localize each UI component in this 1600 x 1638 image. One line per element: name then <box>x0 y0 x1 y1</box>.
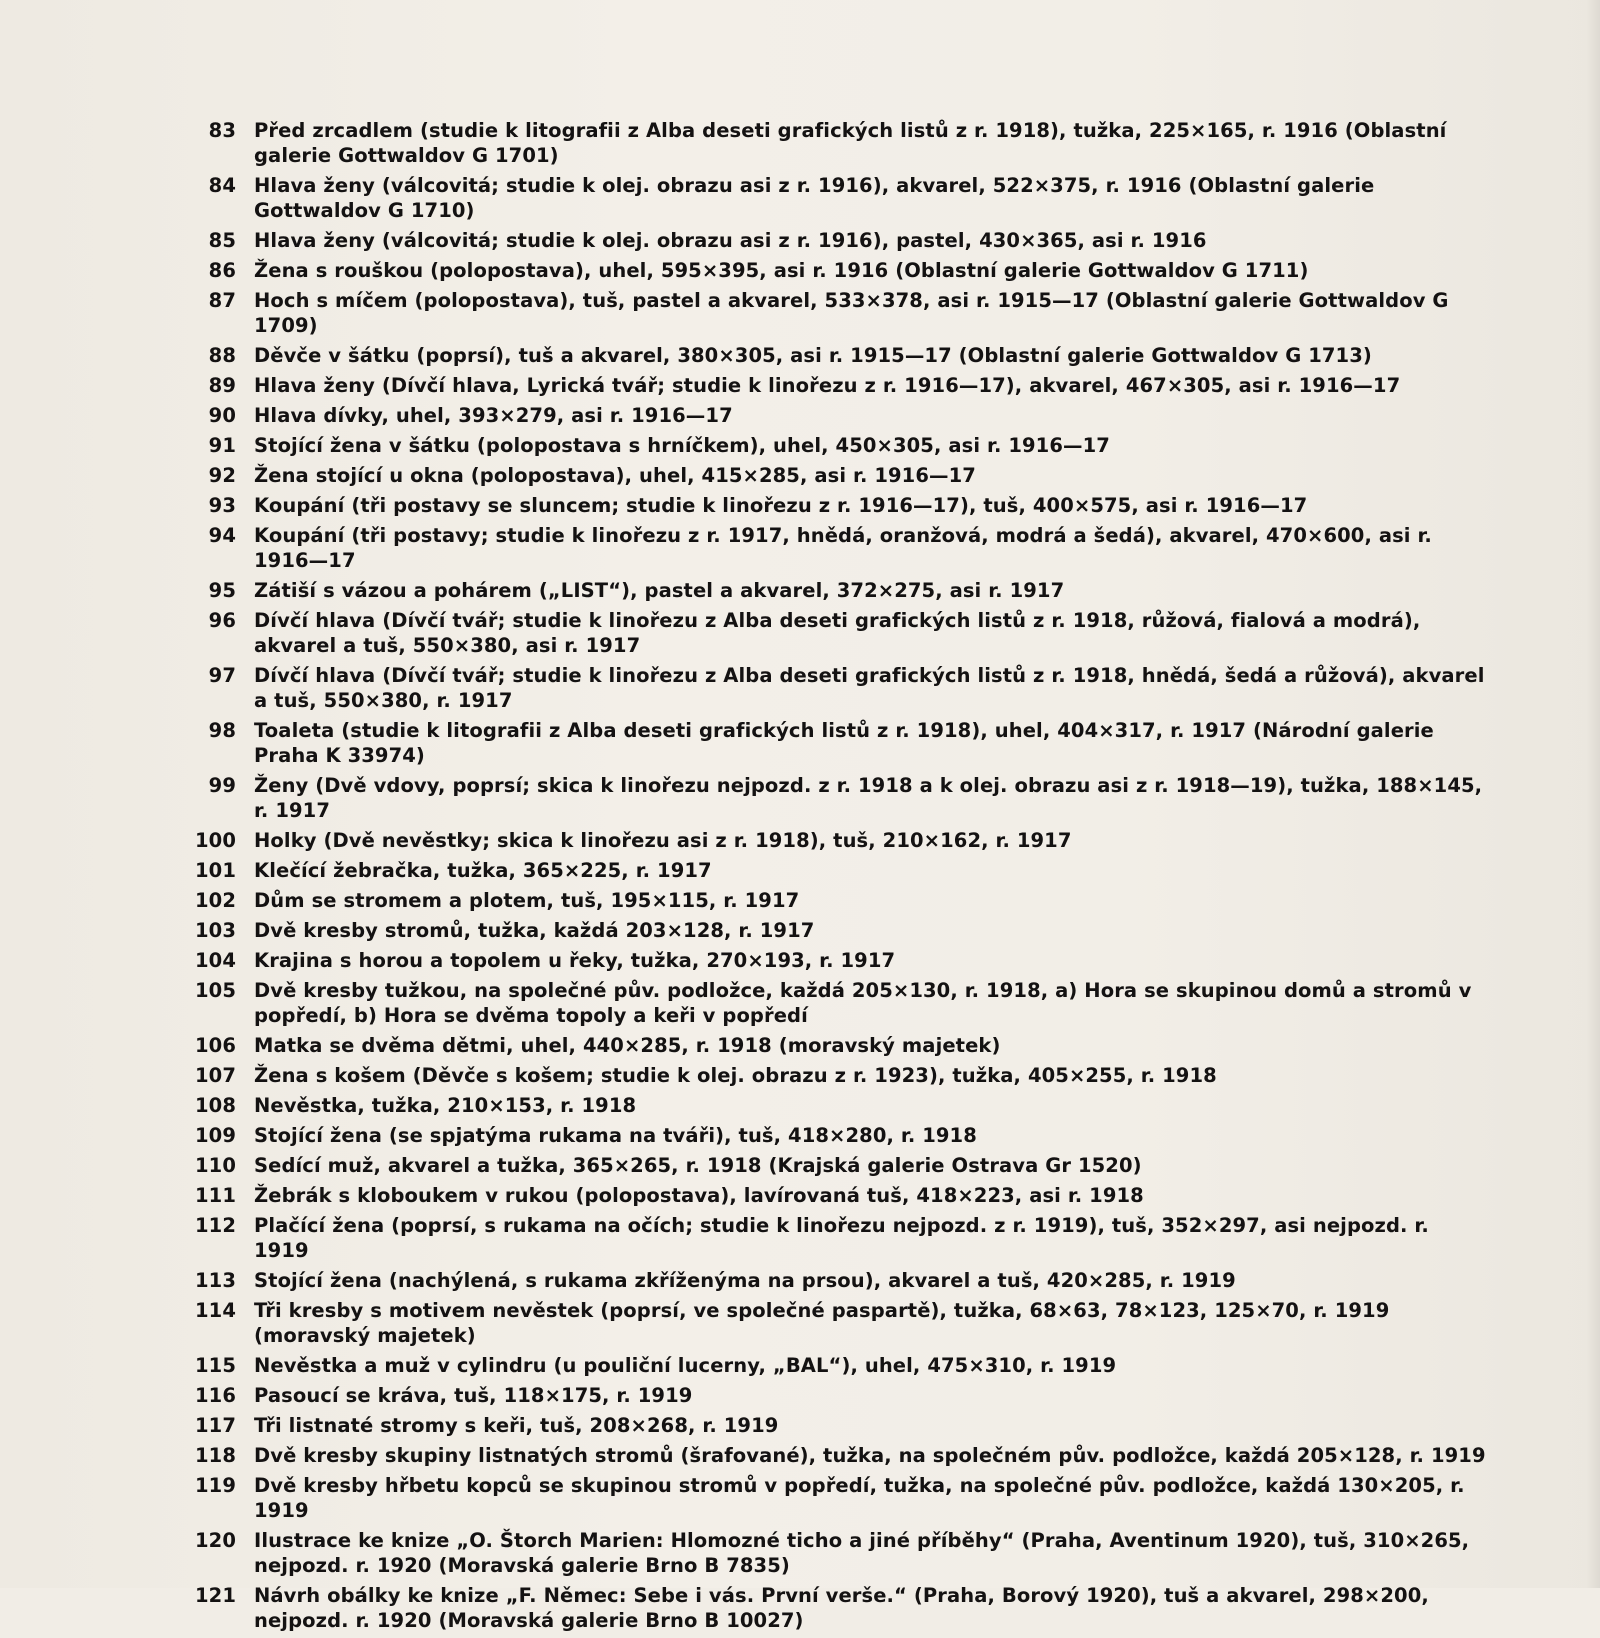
entry-number: 88 <box>208 344 236 367</box>
entry-text: Dům se stromem a plotem, tuš, 195×115, r. 1917 <box>254 889 800 912</box>
entry-number: 108 <box>194 1094 236 1117</box>
entry-number: 91 <box>208 434 236 457</box>
catalog-entry <box>190 978 1490 1028</box>
entry-number: 102 <box>194 889 236 912</box>
catalog-entry <box>190 1183 1490 1208</box>
entry-number: 114 <box>194 1299 236 1322</box>
entry-text: Plačící žena (poprsí, s rukama na očích; studie k linořezu nejpozd. z r. 1919), tuš, 352×297, asi nejpozd. r. 1919 <box>254 1214 1429 1262</box>
entry-text: Klečící žebračka, tužka, 365×225, r. 1917 <box>254 859 712 882</box>
catalog-entry <box>190 1528 1490 1578</box>
catalog-entry <box>190 1123 1490 1148</box>
entry-text: Hlava ženy (Dívčí hlava, Lyrická tvář; studie k linořezu z r. 1916—17), akvarel, 467×305, asi r. 1916—17 <box>254 374 1401 397</box>
entry-number: 87 <box>208 289 236 312</box>
entry-number: 100 <box>194 829 236 852</box>
entry-text: Toaleta (studie k litografii z Alba deseti grafických listů z r. 1918), uhel, 404×317, r. 1917 (Národní galerie Praha K 33974) <box>254 719 1434 767</box>
entry-number: 121 <box>194 1584 236 1607</box>
entry-number: 99 <box>208 774 236 797</box>
entry-text: Tři kresby s motivem nevěstek (poprsí, ve společné paspartě), tužka, 68×63, 78×123, 125×70, r. 1919 (moravský majetek) <box>254 1299 1390 1347</box>
entry-text: Koupání (tři postavy se sluncem; studie k linořezu z r. 1916—17), tuš, 400×575, asi r. 1916—17 <box>254 494 1308 517</box>
catalog-entry <box>190 1298 1490 1348</box>
entry-number: 103 <box>194 919 236 942</box>
entry-text: Žena s košem (Děvče s košem; studie k olej. obrazu z r. 1923), tužka, 405×255, r. 1918 <box>254 1064 1217 1087</box>
catalog-entry <box>190 608 1490 658</box>
catalog-entry <box>190 918 1490 943</box>
entry-number: 86 <box>208 259 236 282</box>
entry-text: Žena stojící u okna (polopostava), uhel, 415×285, asi r. 1916—17 <box>254 464 976 487</box>
entry-text: Dvě kresby stromů, tužka, každá 203×128, r. 1917 <box>254 919 815 942</box>
entry-number: 119 <box>194 1474 236 1497</box>
entry-number: 104 <box>194 949 236 972</box>
entry-text: Dvě kresby tužkou, na společné pův. podložce, každá 205×130, r. 1918, a) Hora se skupinou domů a stromů v popředí, b) Hora se dvěma topoly a keři v popředí <box>254 979 1472 1027</box>
catalog-entry <box>190 858 1490 883</box>
catalog-entry <box>190 1213 1490 1263</box>
entry-number: 105 <box>194 979 236 1002</box>
entry-text: Ženy (Dvě vdovy, poprsí; skica k linořezu nejpozd. z r. 1918 a k olej. obrazu asi z r. 1918—19), tužka, 188×145, r. 1917 <box>254 774 1483 822</box>
entry-number: 113 <box>194 1269 236 1292</box>
page-edge-shadow <box>1586 0 1600 1588</box>
catalog-entry <box>190 433 1490 458</box>
entry-text: Tři listnaté stromy s keři, tuš, 208×268, r. 1919 <box>254 1414 779 1437</box>
catalog-entry <box>190 173 1490 223</box>
catalog-entry <box>190 1353 1490 1378</box>
catalog-entry <box>190 1413 1490 1438</box>
catalog-entry <box>190 403 1490 428</box>
entry-number: 120 <box>194 1529 236 1552</box>
catalog-entry <box>190 1473 1490 1523</box>
catalog-entry <box>190 948 1490 973</box>
entry-text: Nevěstka, tužka, 210×153, r. 1918 <box>254 1094 637 1117</box>
catalog-entry <box>190 373 1490 398</box>
entry-text: Krajina s horou a topolem u řeky, tužka, 270×193, r. 1917 <box>254 949 896 972</box>
entry-text: Žena s rouškou (polopostava), uhel, 595×395, asi r. 1916 (Oblastní galerie Gottwaldov G 1711) <box>254 259 1309 282</box>
catalog-entry <box>190 1033 1490 1058</box>
entry-text: Dívčí hlava (Dívčí tvář; studie k linořezu z Alba deseti grafických listů z r. 1918, hnědá, šedá a růžová), akvarel a tuš, 550×380, r. 1917 <box>254 664 1485 712</box>
entry-number: 92 <box>208 464 236 487</box>
entry-text: Děvče v šátku (poprsí), tuš a akvarel, 380×305, asi r. 1915—17 (Oblastní galerie Gottwaldov G 1713) <box>254 344 1372 367</box>
entry-text: Hlava dívky, uhel, 393×279, asi r. 1916—17 <box>254 404 733 427</box>
catalog-entry <box>190 523 1490 573</box>
catalog-entry <box>190 228 1490 253</box>
catalog-entry <box>190 288 1490 338</box>
entry-number: 93 <box>208 494 236 517</box>
entry-text: Holky (Dvě nevěstky; skica k linořezu asi z r. 1918), tuš, 210×162, r. 1917 <box>254 829 1072 852</box>
entry-number: 95 <box>208 579 236 602</box>
entry-number: 107 <box>194 1064 236 1087</box>
catalog-list <box>190 118 1490 1638</box>
entry-number: 106 <box>194 1034 236 1057</box>
entry-text: Dívčí hlava (Dívčí tvář; studie k linořezu z Alba deseti grafických listů z r. 1918, růžová, fialová a modrá), akvarel a tuš, 550×380, asi r. 1917 <box>254 609 1421 657</box>
catalog-entry <box>190 463 1490 488</box>
entry-text: Stojící žena (nachýlená, s rukama zkříženýma na prsou), akvarel a tuš, 420×285, r. 1919 <box>254 1269 1236 1292</box>
entry-text: Zátiší s vázou a pohárem („LIST“), pastel a akvarel, 372×275, asi r. 1917 <box>254 579 1065 602</box>
catalog-entry <box>190 493 1490 518</box>
entry-number: 109 <box>194 1124 236 1147</box>
catalog-entry <box>190 1583 1490 1633</box>
entry-text: Matka se dvěma dětmi, uhel, 440×285, r. 1918 (moravský majetek) <box>254 1034 1001 1057</box>
entry-text: Hoch s míčem (polopostava), tuš, pastel a akvarel, 533×378, asi r. 1915—17 (Oblastní galerie Gottwaldov G 1709) <box>254 289 1449 337</box>
catalog-entry <box>190 718 1490 768</box>
entry-text: Dvě kresby skupiny listnatých stromů (šrafované), tužka, na společném pův. podložce, každá 205×128, r. 1919 <box>254 1444 1486 1467</box>
entry-number: 83 <box>208 119 236 142</box>
catalog-entry <box>190 888 1490 913</box>
entry-text: Žebrák s kloboukem v rukou (polopostava), lavírovaná tuš, 418×223, asi r. 1918 <box>254 1184 1144 1207</box>
entry-text: Ilustrace ke knize „O. Štorch Marien: Hlomozné ticho a jiné příběhy“ (Praha, Aventinum 1920), tuš, 310×265, nejpozd. r. 1920 (Moravská galerie Brno B 7835) <box>254 1529 1470 1577</box>
entry-text: Nevěstka a muž v cylindru (u pouliční lucerny, „BAL“), uhel, 475×310, r. 1919 <box>254 1354 1117 1377</box>
catalog-entry <box>190 1383 1490 1408</box>
catalog-entry <box>190 1443 1490 1468</box>
entry-text: Stojící žena (se spjatýma rukama na tváři), tuš, 418×280, r. 1918 <box>254 1124 977 1147</box>
entry-text: Sedící muž, akvarel a tužka, 365×265, r. 1918 (Krajská galerie Ostrava Gr 1520) <box>254 1154 1142 1177</box>
entry-text: Návrh obálky ke knize „F. Němec: Sebe i vás. První verše.“ (Praha, Borový 1920), tuš a akvarel, 298×200, nejpozd. r. 1920 (Moravská galerie Brno B 10027) <box>254 1584 1429 1632</box>
entry-number: 85 <box>208 229 236 252</box>
entry-number: 94 <box>208 524 236 547</box>
catalog-entry <box>190 773 1490 823</box>
entry-number: 112 <box>194 1214 236 1237</box>
entry-number: 116 <box>194 1384 236 1407</box>
catalog-entry <box>190 258 1490 283</box>
entry-text: Stojící žena v šátku (polopostava s hrníčkem), uhel, 450×305, asi r. 1916—17 <box>254 434 1110 457</box>
catalog-entry <box>190 828 1490 853</box>
catalog-entry <box>190 343 1490 368</box>
catalog-entry <box>190 1093 1490 1118</box>
catalog-entry <box>190 1153 1490 1178</box>
entry-text: Hlava ženy (válcovitá; studie k olej. obrazu asi z r. 1916), akvarel, 522×375, r. 1916 (Oblastní galerie Gottwaldov G 1710) <box>254 174 1375 222</box>
entry-number: 101 <box>194 859 236 882</box>
catalog-entry <box>190 578 1490 603</box>
catalog-entry <box>190 1063 1490 1088</box>
entry-number: 98 <box>208 719 236 742</box>
entry-number: 97 <box>208 664 236 687</box>
entry-number: 89 <box>208 374 236 397</box>
entry-text: Pasoucí se kráva, tuš, 118×175, r. 1919 <box>254 1384 693 1407</box>
entry-text: Dvě kresby hřbetu kopců se skupinou stromů v popředí, tužka, na společné pův. podložce, každá 130×205, r. 1919 <box>254 1474 1465 1522</box>
entry-number: 84 <box>208 174 236 197</box>
catalog-entry <box>190 663 1490 713</box>
entry-number: 110 <box>194 1154 236 1177</box>
catalog-entry <box>190 118 1490 168</box>
entry-text: Hlava ženy (válcovitá; studie k olej. obrazu asi z r. 1916), pastel, 430×365, asi r. 1916 <box>254 229 1207 252</box>
entry-number: 96 <box>208 609 236 632</box>
entry-number: 111 <box>194 1184 236 1207</box>
entry-number: 90 <box>208 404 236 427</box>
entry-number: 118 <box>194 1444 236 1467</box>
entry-number: 115 <box>194 1354 236 1377</box>
entry-text: Koupání (tři postavy; studie k linořezu z r. 1917, hnědá, oranžová, modrá a šedá), akvarel, 470×600, asi r. 1916—17 <box>254 524 1432 572</box>
entry-text: Před zrcadlem (studie k litografii z Alba deseti grafických listů z r. 1918), tužka, 225×165, r. 1916 (Oblastní galerie Gottwaldov G 1701) <box>254 119 1447 167</box>
catalog-entry <box>190 1268 1490 1293</box>
entry-number: 117 <box>194 1414 236 1437</box>
